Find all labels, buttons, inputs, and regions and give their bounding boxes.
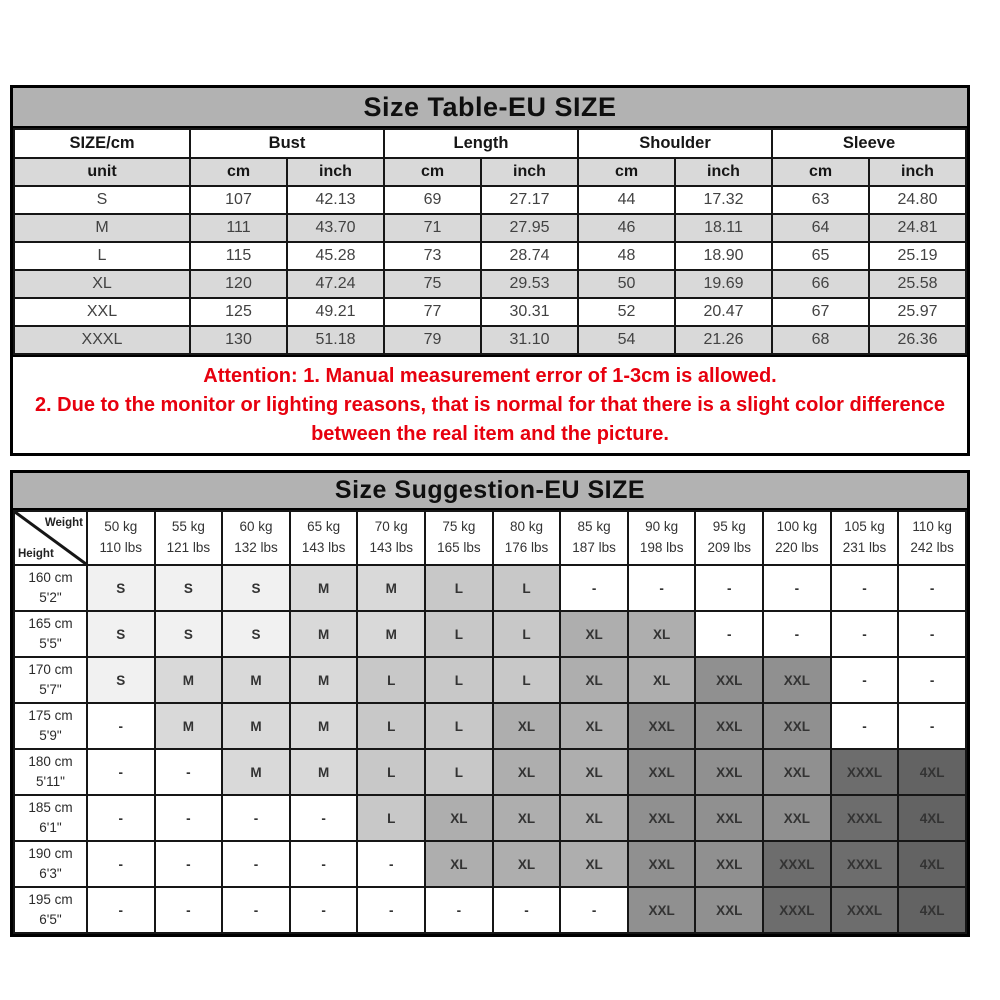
suggestion-cell: - <box>155 887 223 933</box>
measurement-cell: 17.32 <box>675 186 772 214</box>
measurement-cell: 43.70 <box>287 214 384 242</box>
suggestion-row <box>14 703 966 749</box>
measurement-cell: 65 <box>772 242 869 270</box>
suggestion-cell: S <box>87 565 155 611</box>
suggestion-cell: XL <box>560 703 628 749</box>
suggestion-cell: - <box>831 565 899 611</box>
measurement-cell: 64 <box>772 214 869 242</box>
suggestion-cell: M <box>357 611 425 657</box>
corner-height-label: Height <box>18 548 54 560</box>
size-corner-header-cell: SIZE/cm <box>14 129 190 158</box>
suggestion-cell: XXXL <box>831 795 899 841</box>
suggestion-cell: - <box>87 887 155 933</box>
suggestion-row <box>14 749 966 795</box>
suggestion-cell: - <box>155 795 223 841</box>
weight-kg-label: 90 kg <box>645 519 679 535</box>
size-table <box>13 128 967 355</box>
suggestion-cell: - <box>222 841 290 887</box>
measurement-cell: 29.53 <box>481 270 578 298</box>
weight-header-cell <box>493 511 561 565</box>
measurement-cell: 18.90 <box>675 242 772 270</box>
suggestion-cell: XL <box>560 841 628 887</box>
suggestion-table-body <box>14 565 966 933</box>
attention-line-1: Attention: 1. Manual measurement error of 1-3cm is allowed. <box>203 364 777 387</box>
measurement-cell: 45.28 <box>287 242 384 270</box>
suggestion-cell: M <box>155 657 223 703</box>
measurement-cell: 63 <box>772 186 869 214</box>
height-cm-label: 165 cm <box>28 616 73 632</box>
height-cm-label: 170 cm <box>28 662 73 678</box>
suggestion-cell: XXL <box>695 795 763 841</box>
height-row-label <box>14 841 87 887</box>
suggestion-cell: XXL <box>763 795 831 841</box>
measurement-cell: 50 <box>578 270 675 298</box>
suggestion-cell: L <box>425 565 493 611</box>
suggestion-cell: XL <box>493 749 561 795</box>
height-row-label <box>14 611 87 657</box>
height-row-label <box>14 657 87 703</box>
suggestion-cell: - <box>290 795 358 841</box>
suggestion-cell: XXL <box>695 657 763 703</box>
suggestion-cell: S <box>155 565 223 611</box>
measurement-cell: 54 <box>578 326 675 354</box>
suggestion-cell: XL <box>560 657 628 703</box>
suggestion-cell: XL <box>425 841 493 887</box>
weight-header-cell <box>290 511 358 565</box>
suggestion-cell: - <box>763 565 831 611</box>
unit-header-row <box>14 158 966 186</box>
weight-lbs-label: 165 lbs <box>437 540 481 555</box>
suggestion-cell: XXL <box>628 887 696 933</box>
suggestion-cell: - <box>695 611 763 657</box>
weight-lbs-label: 121 lbs <box>166 540 211 555</box>
measurement-cell: 25.58 <box>869 270 966 298</box>
suggestion-cell: - <box>831 657 899 703</box>
suggestion-cell: L <box>357 657 425 703</box>
suggestion-cell: L <box>357 795 425 841</box>
group-header-row <box>14 129 966 158</box>
suggestion-cell: 4XL <box>898 887 966 933</box>
weight-header-cell <box>763 511 831 565</box>
height-ft-label: 5'5" <box>39 636 62 651</box>
suggestion-row <box>14 565 966 611</box>
suggestion-cell: M <box>222 749 290 795</box>
suggestion-cell: - <box>290 841 358 887</box>
size-table-row <box>14 298 966 326</box>
unit-cell: inch <box>869 158 966 186</box>
unit-cell: cm <box>190 158 287 186</box>
suggestion-cell: 4XL <box>898 749 966 795</box>
suggestion-cell: - <box>831 703 899 749</box>
measurement-cell: 30.31 <box>481 298 578 326</box>
weight-lbs-label: 198 lbs <box>639 540 684 555</box>
suggestion-row <box>14 887 966 933</box>
size-row-label: XXL <box>14 298 190 326</box>
suggestion-cell: XXL <box>763 749 831 795</box>
suggestion-cell: XL <box>493 841 561 887</box>
suggestion-cell: - <box>222 795 290 841</box>
weight-lbs-label: 132 lbs <box>234 540 278 555</box>
measurement-cell: 79 <box>384 326 481 354</box>
size-row-label: L <box>14 242 190 270</box>
suggestion-cell: S <box>87 611 155 657</box>
weight-lbs-label: 242 lbs <box>910 540 954 555</box>
height-ft-label: 6'3" <box>39 866 62 881</box>
suggestion-cell: M <box>155 703 223 749</box>
weight-kg-label: 50 kg <box>104 519 138 535</box>
weight-lbs-label: 209 lbs <box>707 540 752 555</box>
measurement-cell: 77 <box>384 298 481 326</box>
group-header-length: Length <box>384 129 578 158</box>
suggestion-cell: XL <box>560 749 628 795</box>
height-cm-label: 190 cm <box>28 846 73 862</box>
suggestion-cell: - <box>222 887 290 933</box>
suggestion-cell: XL <box>560 611 628 657</box>
measurement-cell: 44 <box>578 186 675 214</box>
suggestion-cell: S <box>87 657 155 703</box>
weight-header-cell <box>695 511 763 565</box>
size-row-label: S <box>14 186 190 214</box>
unit-cell: cm <box>772 158 869 186</box>
unit-cell: cm <box>384 158 481 186</box>
height-ft-label: 5'2" <box>39 590 62 605</box>
measurement-cell: 24.80 <box>869 186 966 214</box>
group-header-bust: Bust <box>190 129 384 158</box>
height-ft-label: 5'7" <box>39 682 62 697</box>
suggestion-cell: XL <box>493 703 561 749</box>
suggestion-cell: S <box>222 611 290 657</box>
suggestion-cell: - <box>898 657 966 703</box>
suggestion-cell: XXL <box>695 887 763 933</box>
suggestion-cell: - <box>560 565 628 611</box>
weight-kg-label: 80 kg <box>509 519 543 535</box>
size-row-label: XL <box>14 270 190 298</box>
suggestion-cell: XL <box>560 795 628 841</box>
weight-kg-label: 85 kg <box>577 519 611 535</box>
suggestion-cell: - <box>493 887 561 933</box>
suggestion-cell: M <box>290 565 358 611</box>
suggestion-cell: - <box>290 887 358 933</box>
measurement-cell: 27.95 <box>481 214 578 242</box>
measurement-cell: 69 <box>384 186 481 214</box>
suggestion-cell: - <box>425 887 493 933</box>
height-row-label <box>14 887 87 933</box>
suggestion-cell: - <box>155 841 223 887</box>
suggestion-cell: XXXL <box>831 749 899 795</box>
suggestion-cell: XXL <box>628 795 696 841</box>
suggestion-cell: - <box>898 703 966 749</box>
size-table-row <box>14 270 966 298</box>
suggestion-row <box>14 611 966 657</box>
suggestion-cell: XL <box>425 795 493 841</box>
suggestion-row <box>14 841 966 887</box>
measurement-cell: 75 <box>384 270 481 298</box>
weight-kg-label: 65 kg <box>307 519 341 535</box>
measurement-cell: 25.97 <box>869 298 966 326</box>
suggestion-cell: XXXL <box>831 841 899 887</box>
weight-kg-label: 75 kg <box>442 519 476 535</box>
unit-cell: inch <box>675 158 772 186</box>
suggestion-cell: XXXL <box>763 841 831 887</box>
size-table-title: Size Table-EU SIZE <box>13 88 967 128</box>
suggestion-row <box>14 657 966 703</box>
suggestion-cell: L <box>425 749 493 795</box>
weight-kg-label: 110 kg <box>912 519 952 535</box>
height-row-label <box>14 795 87 841</box>
measurement-cell: 27.17 <box>481 186 578 214</box>
size-table-row <box>14 326 966 354</box>
size-row-label: M <box>14 214 190 242</box>
height-row-label <box>14 703 87 749</box>
height-cm-label: 180 cm <box>28 754 73 770</box>
unit-cell: inch <box>481 158 578 186</box>
suggestion-cell: XXL <box>628 841 696 887</box>
suggestion-cell: - <box>898 565 966 611</box>
suggestion-cell: XL <box>493 795 561 841</box>
size-row-label: XXXL <box>14 326 190 354</box>
suggestion-cell: XXL <box>763 703 831 749</box>
weight-kg-label: 95 kg <box>712 519 746 535</box>
unit-cell: inch <box>287 158 384 186</box>
weight-kg-label: 100 kg <box>776 519 818 535</box>
measurement-cell: 67 <box>772 298 869 326</box>
suggestion-cell: L <box>493 565 561 611</box>
weight-header-cell <box>357 511 425 565</box>
suggestion-cell: L <box>493 657 561 703</box>
suggestion-cell: - <box>898 611 966 657</box>
measurement-cell: 20.47 <box>675 298 772 326</box>
suggestion-cell: XXL <box>695 841 763 887</box>
weight-kg-label: 60 kg <box>239 519 273 535</box>
measurement-cell: 107 <box>190 186 287 214</box>
suggestion-cell: - <box>763 611 831 657</box>
weight-lbs-label: 231 lbs <box>842 540 887 555</box>
weight-height-corner-cell <box>14 511 87 565</box>
suggestion-cell: M <box>222 657 290 703</box>
suggestion-cell: XXL <box>695 703 763 749</box>
suggestion-cell: L <box>425 611 493 657</box>
measurement-cell: 21.26 <box>675 326 772 354</box>
corner-weight-label: Weight <box>44 517 83 529</box>
suggestion-cell: - <box>87 749 155 795</box>
suggestion-cell: L <box>493 611 561 657</box>
weight-lbs-label: 220 lbs <box>775 540 819 555</box>
height-row-label <box>14 565 87 611</box>
height-ft-label: 5'9" <box>39 728 62 743</box>
measurement-cell: 51.18 <box>287 326 384 354</box>
height-row-label <box>14 749 87 795</box>
unit-cell: cm <box>578 158 675 186</box>
attention-note <box>13 355 967 453</box>
suggestion-cell: XXL <box>628 703 696 749</box>
weight-header-cell <box>628 511 696 565</box>
suggestion-row <box>14 795 966 841</box>
suggestion-cell: - <box>87 703 155 749</box>
measurement-cell: 66 <box>772 270 869 298</box>
measurement-cell: 130 <box>190 326 287 354</box>
suggestion-cell: XL <box>628 611 696 657</box>
height-cm-label: 195 cm <box>28 892 73 908</box>
height-cm-label: 175 cm <box>28 708 73 724</box>
suggestion-cell: XL <box>628 657 696 703</box>
weight-header-cell <box>831 511 899 565</box>
suggestion-cell: M <box>290 749 358 795</box>
measurement-cell: 111 <box>190 214 287 242</box>
measurement-cell: 125 <box>190 298 287 326</box>
suggestion-cell: L <box>425 657 493 703</box>
weight-kg-label: 70 kg <box>374 519 408 535</box>
suggestion-cell: - <box>831 611 899 657</box>
measurement-cell: 68 <box>772 326 869 354</box>
measurement-cell: 18.11 <box>675 214 772 242</box>
suggestion-cell: S <box>155 611 223 657</box>
size-suggestion-table <box>13 510 967 934</box>
height-ft-label: 6'5" <box>39 912 62 927</box>
suggestion-cell: M <box>290 611 358 657</box>
size-table-row <box>14 242 966 270</box>
weight-kg-label: 55 kg <box>171 519 205 535</box>
measurement-cell: 115 <box>190 242 287 270</box>
weight-header-row <box>14 511 966 565</box>
weight-header-cell <box>155 511 223 565</box>
suggestion-cell: XXXL <box>763 887 831 933</box>
suggestion-cell: - <box>87 841 155 887</box>
measurement-cell: 49.21 <box>287 298 384 326</box>
suggestion-cell: - <box>357 841 425 887</box>
weight-lbs-label: 176 lbs <box>504 540 549 555</box>
measurement-cell: 120 <box>190 270 287 298</box>
suggestion-cell: M <box>222 703 290 749</box>
weight-lbs-label: 143 lbs <box>369 540 414 555</box>
size-table-row <box>14 186 966 214</box>
measurement-cell: 47.24 <box>287 270 384 298</box>
group-header-sleeve: Sleeve <box>772 129 966 158</box>
weight-header-cell <box>87 511 155 565</box>
measurement-cell: 71 <box>384 214 481 242</box>
suggestion-cell: XXL <box>695 749 763 795</box>
suggestion-cell: L <box>357 749 425 795</box>
suggestion-cell: - <box>155 749 223 795</box>
measurement-cell: 42.13 <box>287 186 384 214</box>
weight-lbs-label: 110 lbs <box>99 540 143 555</box>
height-ft-label: 5'11" <box>36 774 65 789</box>
measurement-cell: 24.81 <box>869 214 966 242</box>
suggestion-cell: M <box>290 657 358 703</box>
suggestion-cell: 4XL <box>898 795 966 841</box>
size-table-body <box>14 186 966 354</box>
suggestion-cell: XXL <box>628 749 696 795</box>
unit-label-cell: unit <box>14 158 190 186</box>
weight-header-cell <box>560 511 628 565</box>
attention-line-2: 2. Due to the monitor or lighting reasons, that is normal for that there is a slight color difference between the real item and the picture. <box>34 393 946 445</box>
size-suggestion-section <box>10 470 970 937</box>
suggestion-cell: XXL <box>763 657 831 703</box>
weight-header-cell <box>425 511 493 565</box>
size-suggestion-title: Size Suggestion-EU SIZE <box>13 473 967 510</box>
group-header-shoulder: Shoulder <box>578 129 772 158</box>
height-ft-label: 6'1" <box>39 820 62 835</box>
suggestion-cell: - <box>560 887 628 933</box>
measurement-cell: 52 <box>578 298 675 326</box>
suggestion-cell: S <box>222 565 290 611</box>
measurement-cell: 25.19 <box>869 242 966 270</box>
measurement-cell: 31.10 <box>481 326 578 354</box>
suggestion-cell: L <box>357 703 425 749</box>
suggestion-cell: - <box>87 795 155 841</box>
measurement-cell: 19.69 <box>675 270 772 298</box>
weight-lbs-label: 143 lbs <box>301 540 346 555</box>
weight-kg-label: 105 kg <box>844 519 885 535</box>
suggestion-cell: M <box>357 565 425 611</box>
suggestion-cell: - <box>628 565 696 611</box>
suggestion-cell: - <box>695 565 763 611</box>
size-table-section <box>10 85 970 456</box>
size-table-row <box>14 214 966 242</box>
measurement-cell: 28.74 <box>481 242 578 270</box>
height-cm-label: 160 cm <box>28 570 73 586</box>
measurement-cell: 48 <box>578 242 675 270</box>
measurement-cell: 26.36 <box>869 326 966 354</box>
suggestion-cell: - <box>357 887 425 933</box>
suggestion-cell: 4XL <box>898 841 966 887</box>
weight-header-cell <box>222 511 290 565</box>
measurement-cell: 73 <box>384 242 481 270</box>
measurement-cell: 46 <box>578 214 675 242</box>
height-cm-label: 185 cm <box>28 800 73 816</box>
weight-header-cell <box>898 511 966 565</box>
suggestion-cell: XXXL <box>831 887 899 933</box>
suggestion-cell: L <box>425 703 493 749</box>
suggestion-cell: M <box>290 703 358 749</box>
weight-lbs-label: 187 lbs <box>572 540 616 555</box>
